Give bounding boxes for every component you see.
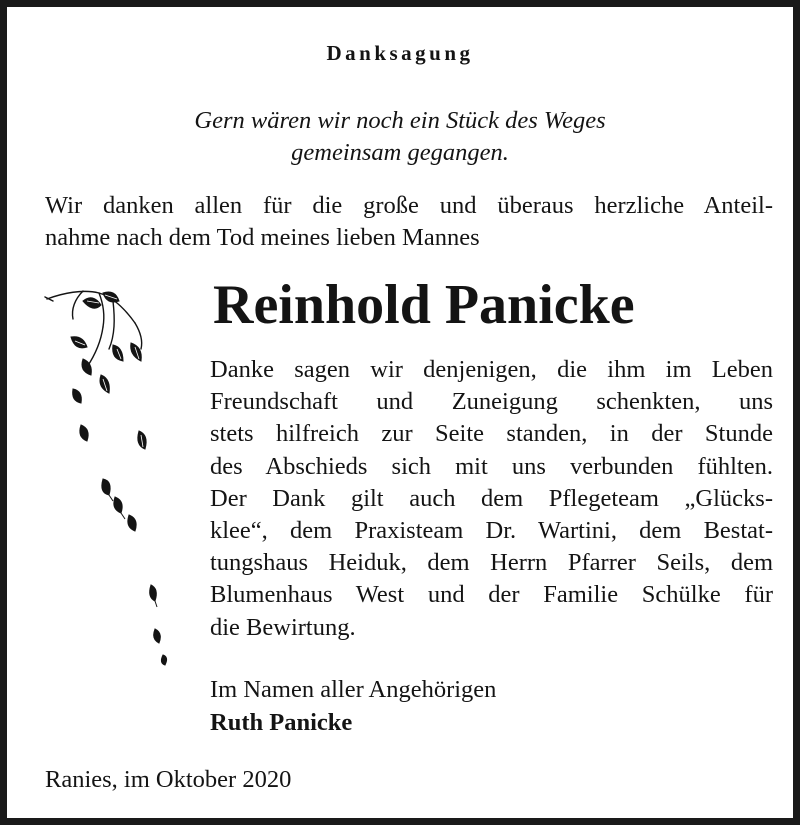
body-line: klee“, dem Praxisteam Dr. Wartini, dem Bestat- [210, 517, 773, 545]
intro-line-1: Wir danken allen für die große und überaus herzliche Anteil- [45, 192, 773, 219]
quote-line-2: gemeinsam gegangen. [291, 139, 509, 166]
birch-branch-icon [43, 279, 169, 679]
body-line: Freundschaft und Zuneigung schenkten, uns [210, 388, 773, 416]
place-date: Ranies, im Oktober 2020 [45, 766, 292, 793]
body-line: tungshaus Heiduk, dem Herrn Pfarrer Seils, dem [210, 549, 773, 577]
deceased-name: Reinhold Panicke [213, 274, 635, 336]
signature-block [210, 673, 496, 739]
intro-text [45, 190, 773, 254]
body-line: stets hilfreich zur Seite standen, in der Stunde [210, 420, 773, 448]
quote [7, 105, 793, 169]
body-line: Danke sagen wir denjenigen, die ihm im Leben [210, 356, 773, 383]
heading: Danksagung [326, 41, 474, 65]
signer-name: Ruth Panicke [210, 709, 353, 736]
body-line: Der Dank gilt auch dem Pflegeteam „Glücks- [210, 484, 773, 512]
body-line: die Bewirtung. [210, 613, 356, 641]
on-behalf-text: Im Namen aller Angehörigen [210, 676, 497, 703]
thanks-body [210, 354, 773, 644]
body-line: des Abschieds sich mit uns verbunden fühlten. [210, 452, 773, 480]
intro-line-2: nahme nach dem Tod meines lieben Mannes [45, 224, 480, 251]
body-line: Blumenhaus West und der Familie Schülke für [210, 581, 773, 609]
quote-line-1: Gern wären wir noch ein Stück des Weges [194, 107, 606, 134]
